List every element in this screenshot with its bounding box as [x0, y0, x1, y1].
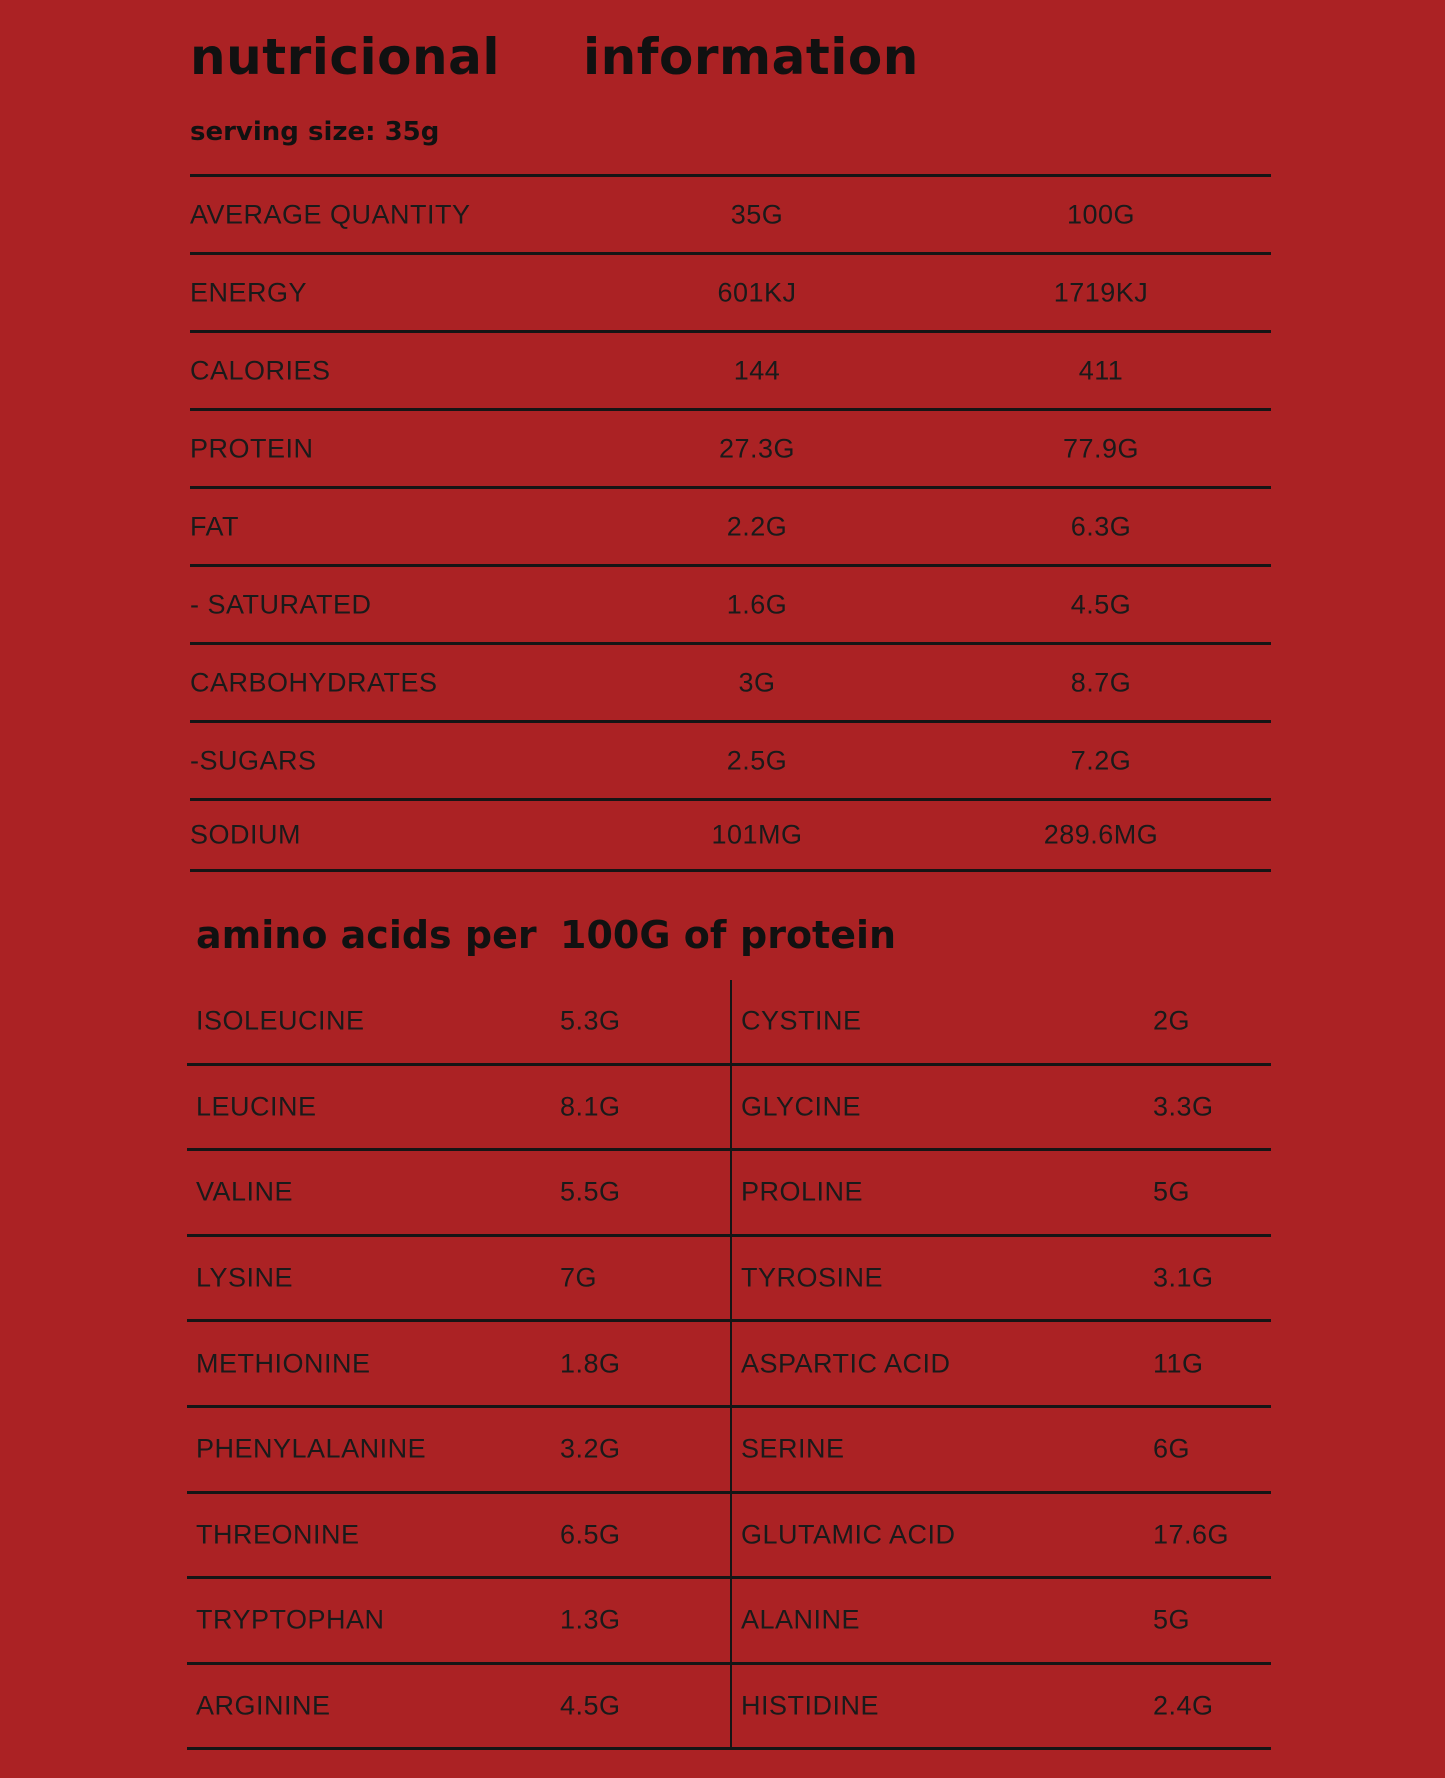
title-word-2: information — [583, 28, 919, 86]
nutrient-label: ENERGY — [190, 277, 308, 307]
amino-name-right: PROLINE — [741, 1176, 864, 1207]
amino-value-left: 3.2G — [560, 1433, 621, 1464]
page-title — [190, 22, 1270, 92]
per-serving-value: 144 — [733, 355, 781, 385]
amino-value-left: 1.3G — [560, 1604, 621, 1635]
amino-value-left: 7G — [560, 1262, 598, 1293]
nutrient-label: AVERAGE QUANTITY — [190, 199, 471, 229]
amino-name-right: SERINE — [741, 1433, 845, 1464]
amino-value-right: 2.4G — [1153, 1690, 1214, 1721]
amino-name-right: GLUTAMIC ACID — [741, 1519, 956, 1550]
per-serving-value: 1.6G — [726, 589, 788, 619]
amino-value-right: 3.3G — [1153, 1091, 1214, 1122]
table-row — [187, 1665, 1271, 1751]
amino-value-right: 2G — [1153, 1005, 1191, 1036]
amino-name-left: LYSINE — [196, 1262, 294, 1293]
amino-name-left: VALINE — [196, 1176, 294, 1207]
amino-name-left: ISOLEUCINE — [196, 1005, 365, 1036]
amino-value-left: 1.8G — [560, 1348, 621, 1379]
per-100g-value: 100G — [1066, 199, 1136, 229]
amino-value-right: 5G — [1153, 1176, 1191, 1207]
amino-title-part-3: protein — [740, 913, 897, 957]
per-100g-value: 289.6MG — [1043, 819, 1159, 850]
per-100g-value: 7.2G — [1070, 745, 1132, 775]
amino-title-part-1: amino acids per — [196, 913, 537, 957]
nutrient-label: CARBOHYDRATES — [190, 667, 438, 697]
amino-section-title — [196, 905, 1276, 965]
per-100g-value: 411 — [1078, 355, 1124, 385]
per-100g-value: 1719KJ — [1053, 277, 1149, 307]
amino-name-right: GLYCINE — [741, 1091, 862, 1122]
per-serving-value: 35G — [730, 199, 784, 229]
per-100g-value: 6.3G — [1070, 511, 1132, 541]
amino-name-right: HISTIDINE — [741, 1690, 880, 1721]
table-row — [187, 1151, 1271, 1237]
per-100g-value: 8.7G — [1070, 667, 1132, 697]
table-row — [187, 1408, 1271, 1494]
amino-value-right: 17.6G — [1153, 1519, 1230, 1550]
amino-name-left: THREONINE — [196, 1519, 360, 1550]
per-100g-value: 77.9G — [1062, 433, 1140, 463]
amino-value-right: 5G — [1153, 1604, 1191, 1635]
table-row — [187, 1066, 1271, 1152]
amino-value-right: 3.1G — [1153, 1262, 1214, 1293]
amino-name-left: LEUCINE — [196, 1091, 317, 1122]
nutrient-label: - SATURATED — [190, 589, 372, 619]
nutrient-label: PROTEIN — [190, 433, 314, 463]
amino-value-left: 6.5G — [560, 1519, 621, 1550]
nutrition-table — [190, 174, 1271, 872]
amino-name-left: TRYPTOPHAN — [196, 1604, 385, 1635]
amino-value-left: 8.1G — [560, 1091, 621, 1122]
table-row — [190, 177, 1271, 255]
amino-title-part-2: 100G of — [560, 913, 727, 957]
nutrient-label: SODIUM — [190, 819, 301, 850]
table-row — [190, 411, 1271, 489]
amino-name-right: TYROSINE — [741, 1262, 884, 1293]
table-row — [187, 1579, 1271, 1665]
table-row — [187, 1494, 1271, 1580]
nutrient-label: FAT — [190, 511, 240, 541]
amino-value-left: 4.5G — [560, 1690, 621, 1721]
table-row — [190, 255, 1271, 333]
per-serving-value: 601KJ — [717, 277, 797, 307]
amino-name-right: ASPARTIC ACID — [741, 1348, 951, 1379]
amino-value-left: 5.5G — [560, 1176, 621, 1207]
amino-name-left: METHIONINE — [196, 1348, 371, 1379]
title-word-1: nutricional — [190, 28, 500, 86]
amino-acids-table — [187, 980, 1271, 1750]
amino-value-right: 11G — [1153, 1348, 1204, 1379]
table-row — [187, 980, 1271, 1066]
amino-name-right: ALANINE — [741, 1604, 861, 1635]
amino-name-right: CYSTINE — [741, 1005, 862, 1036]
table-row — [190, 567, 1271, 645]
amino-value-right: 6G — [1153, 1433, 1191, 1464]
amino-name-left: ARGININE — [196, 1690, 331, 1721]
table-row — [187, 1237, 1271, 1323]
nutrient-label: -SUGARS — [190, 745, 317, 775]
table-row — [187, 1322, 1271, 1408]
amino-name-left: PHENYLALANINE — [196, 1433, 427, 1464]
amino-value-left: 5.3G — [560, 1005, 621, 1036]
per-serving-value: 2.5G — [726, 745, 788, 775]
table-row — [190, 333, 1271, 411]
per-serving-value: 2.2G — [726, 511, 788, 541]
per-serving-value: 27.3G — [718, 433, 796, 463]
serving-size: serving size: 35g — [190, 117, 440, 147]
table-row — [190, 723, 1271, 801]
table-row — [190, 489, 1271, 567]
per-100g-value: 4.5G — [1070, 589, 1132, 619]
table-row — [190, 645, 1271, 723]
nutrient-label: CALORIES — [190, 355, 331, 385]
per-serving-value: 101MG — [711, 819, 803, 850]
table-row — [190, 801, 1271, 872]
per-serving-value: 3G — [738, 667, 776, 697]
